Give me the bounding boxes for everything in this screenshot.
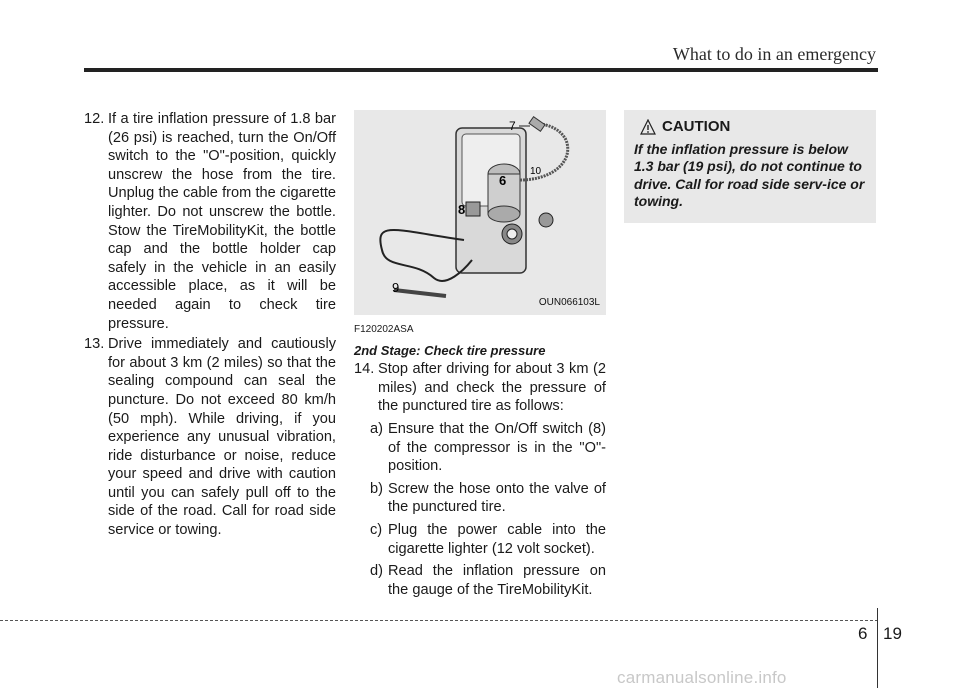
substep-list — [354, 420, 606, 599]
bottle-base — [488, 206, 520, 222]
hose-connector — [529, 117, 545, 132]
label-10: 10 — [530, 166, 542, 177]
header-rule — [84, 68, 878, 72]
substep — [370, 420, 606, 476]
label-9: 9 — [392, 280, 400, 295]
gauge-face — [507, 229, 517, 239]
substep — [370, 480, 606, 517]
on-off-switch — [466, 202, 480, 216]
step-text: Stop after driving for about 3 km (2 miles) and check the pressure of the punctured tire as follows: — [378, 361, 606, 415]
substep-text: Ensure that the On/Off switch (8) of the compressor is in the "O"-position. — [388, 420, 606, 475]
sealant-hose — [520, 124, 568, 180]
step-14 — [354, 360, 606, 416]
substep-letter: b) — [370, 480, 383, 497]
step-number: 14. — [354, 361, 375, 378]
warning-triangle-icon — [640, 119, 656, 135]
substep-text: Read the inflation pressure on the gauge of the TireMobilityKit. — [388, 563, 606, 598]
step-number: 12. — [84, 111, 105, 127]
caution-text: If the inflation pressure is below 1.3 bar (19 psi), do not continue to drive. Call for road side serv-ice or towing. — [634, 140, 865, 210]
cigarette-plug — [394, 290, 446, 296]
page-header-title: What to do in an emergency — [672, 44, 876, 64]
substep-letter: c) — [370, 521, 383, 538]
substep-letter: a) — [370, 420, 383, 437]
step-text: If a tire inflation pressure of 1.8 bar (26 psi) is reached, turn the On/Off switch to the "O"-position, quickly unscrew the hose from the tire. Unplug the cable from the cigarette lighter. Do not unscrew the bottle. Stow the TireMobilityKit, the bottle cap and the bottle holder cap safely in the vehicle in an easily accessible place, as it will be needed again to check tire pressure. — [108, 111, 336, 332]
substep — [370, 521, 606, 558]
footer-divider — [877, 608, 878, 688]
middle-column — [354, 110, 606, 599]
caution-title: CAUTION — [662, 118, 731, 135]
tire-mobility-kit-figure — [354, 110, 606, 315]
step-13 — [84, 335, 336, 540]
substep-text: Screw the hose onto the valve of the punctured tire. — [388, 480, 606, 516]
left-column — [84, 110, 336, 540]
chapter-number: 6 — [858, 624, 868, 643]
label-6: 6 — [499, 173, 507, 188]
step-number: 13. — [84, 336, 105, 353]
right-column — [624, 110, 876, 223]
substep-letter: d) — [370, 563, 383, 580]
substep-text: Plug the power cable into the cigarette lighter (12 volt socket). — [388, 521, 606, 557]
page-number: 19 — [883, 624, 902, 643]
footer-rule — [0, 620, 878, 621]
step-text: Drive immediately and cautiously for about 3 km (2 miles) so that the sealing compound can seal the puncture. Do not exceed 80 km/h (50 mph). While driving, if you experience any unusual vibration, ride disturbance or noise, reduce your speed and drive with caution until you can safely pull off to the side of the road. Call for road side service or towing. — [108, 336, 336, 539]
caution-box — [624, 110, 876, 223]
label-8: 8 — [458, 202, 466, 217]
substep — [370, 562, 606, 599]
section-code: F120202ASA — [354, 324, 414, 335]
figure-code: OUN066103L — [538, 297, 600, 309]
label-7: 7 — [509, 119, 516, 133]
step-12 — [84, 110, 336, 333]
stage-title: 2nd Stage: Check tire pressure — [354, 342, 546, 358]
valve-cap — [539, 213, 553, 227]
watermark: carmanualsonline.info — [617, 668, 787, 687]
caution-header — [640, 118, 866, 137]
kit-illustration — [354, 110, 606, 315]
